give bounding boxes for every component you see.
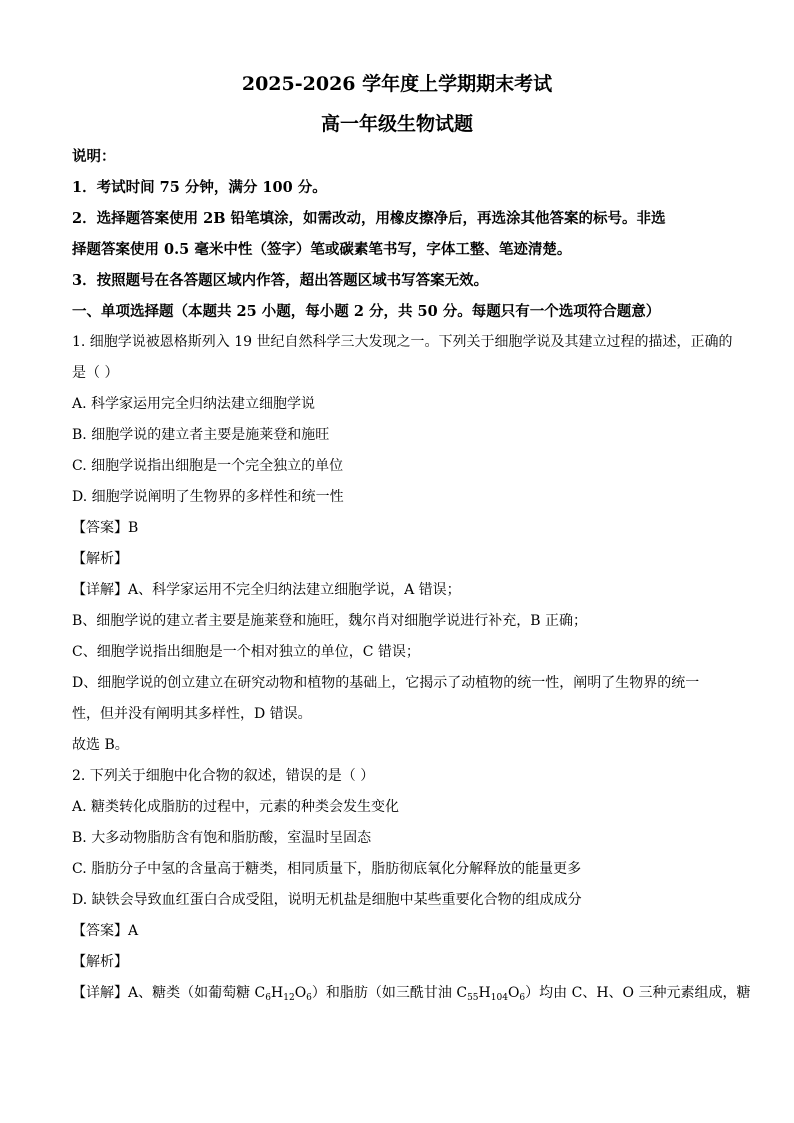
- q1-option-c: C. 细胞学说指出细胞是一个完全独立的单位: [72, 458, 344, 474]
- instructions-heading: 说明：: [72, 148, 116, 165]
- q2-option-a: A. 糖类转化成脂肪的过程中，元素的种类会发生变化: [72, 799, 400, 815]
- instruction-item-2-cont: 择题答案使用 0.5 毫米中性（签字）笔或碳素笔书写，字体工整、笔迹清楚。: [72, 241, 572, 258]
- q1-stem-cont: 是（ ）: [72, 365, 119, 381]
- q1-answer: 【答案】B: [72, 520, 139, 536]
- exam-title: 2025-2026 学年度上学期期末考试: [241, 73, 553, 95]
- q2-detail-label: 【详解】: [72, 985, 128, 1001]
- q1-option-a: A. 科学家运用完全归纳法建立细胞学说: [72, 396, 316, 412]
- q1-detail-5: 性，但并没有阐明其多样性，D 错误。: [72, 706, 312, 722]
- q1-detail-3: C、细胞学说指出细胞是一个相对独立的单位，C 错误；: [72, 644, 420, 660]
- q1-option-b: B. 细胞学说的建立者主要是施莱登和施旺: [72, 427, 330, 443]
- section-heading: 一、单项选择题（本题共 25 小题，每小题 2 分，共 50 分。每题只有一个选项符合题意）: [72, 303, 661, 320]
- instruction-item-3: 3．按照题号在各答题区域内作答，超出答题区域书写答案无效。: [72, 272, 489, 289]
- exam-subtitle: 高一年级生物试题: [320, 113, 473, 135]
- q1-stem: 1. 细胞学说被恩格斯列入 19 世纪自然科学三大发现之一。下列关于细胞学说及其建立过程的描述，正确的: [72, 334, 733, 350]
- q1-detail-6: 故选 B。: [72, 737, 129, 753]
- q1-detail-label: 【详解】: [72, 582, 128, 598]
- q2-stem: 2. 下列关于细胞中化合物的叙述，错误的是（ ）: [72, 768, 375, 784]
- q1-detail-text: A、科学家运用不完全归纳法建立细胞学说，A 错误；: [128, 582, 461, 598]
- q2-option-c: C. 脂肪分子中氢的含量高于糖类，相同质量下，脂肪彻底氧化分解释放的能量更多: [72, 861, 582, 877]
- q1-detail-4: D、细胞学说的创立建立在研究动物和植物的基础上，它揭示了动植物的统一性，阐明了生物界的统一: [72, 675, 700, 691]
- q2-analysis-label: 【解析】: [72, 954, 128, 970]
- q2-option-b: B. 大多动物脂肪含有饱和脂肪酸，室温时呈固态: [72, 830, 372, 846]
- q1-detail-2: B、细胞学说的建立者主要是施莱登和施旺，魏尔肖对细胞学说进行补充，B 正确；: [72, 613, 588, 629]
- q1-analysis-label: 【解析】: [72, 551, 128, 567]
- q1-detail-1: [72, 575, 722, 606]
- q2-answer: 【答案】A: [72, 923, 139, 939]
- instruction-item-1: 1．考试时间 75 分钟，满分 100 分。: [72, 179, 327, 196]
- q1-option-d: D. 细胞学说阐明了生物界的多样性和统一性: [72, 489, 344, 505]
- instruction-item-2: 2．选择题答案使用 2B 铅笔填涂，如需改动，用橡皮擦净后，再选涂其他答案的标号。非选: [72, 210, 666, 227]
- q2-option-d: D. 缺铁会导致血红蛋白合成受阻，说明无机盐是细胞中某些重要化合物的组成成分: [72, 892, 582, 908]
- q2-detail-1: 【详解】A、糖类（如葡萄糖 $C_6H_{12}O_6$）和脂肪（如三酰甘油 $C_{55}H_{104}O_6$）均由 C、H、O 三种元素组成，糖: [72, 985, 751, 1003]
